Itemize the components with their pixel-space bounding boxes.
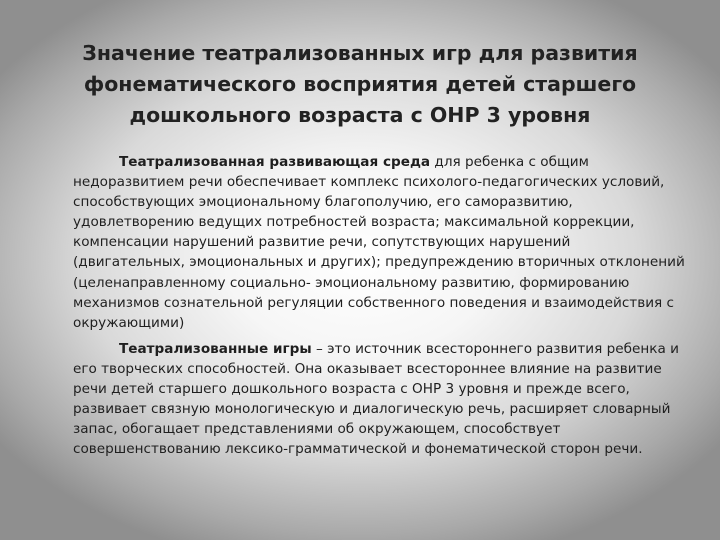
- paragraph-games-text: – это источник всестороннего развития ребенка и его творческих способностей. Она оказывает всестороннее влияние на развитие речи детей старшего дошкольного возраста с ОНР 3 уровня и прежде всего, развивает связную монологическую и диалогическую речь, расширяет словарный запас, обогащает представлениями об окружающем, способствует совершенствованию лексико-грамматической и фонематической сторон речи.: [73, 340, 679, 458]
- slide-title: Значение театрализованных игр для развития фонематического восприятия детей старшего дошкольного возраста с ОНР 3 уровня: [82, 41, 638, 127]
- paragraph-games: [73, 339, 685, 460]
- slide-body: [73, 152, 685, 465]
- paragraph-environment: [73, 152, 685, 333]
- paragraph-environment-term: Театрализованная развивающая среда: [119, 154, 431, 170]
- paragraph-games-term: Театрализованные игры: [119, 340, 312, 357]
- paragraph-environment-text: для ребенка с общим недоразвитием речи обеспечивает комплекс психолого-педагогических условий, способствующих эмоциональному благополучию, его саморазвитию, удовлетворению ведущих потребностей возраста; максимальной коррекции, компенсации нарушений развитие речи, сопутствующих нарушений (двигательных, эмоциональных и других); предупреждению вторичных отклонений (целенаправленному социально- эмоциональному развитию, формированию механизмов сознательной регуляции собственного поведения и взаимодействия с окружающими): [73, 154, 685, 331]
